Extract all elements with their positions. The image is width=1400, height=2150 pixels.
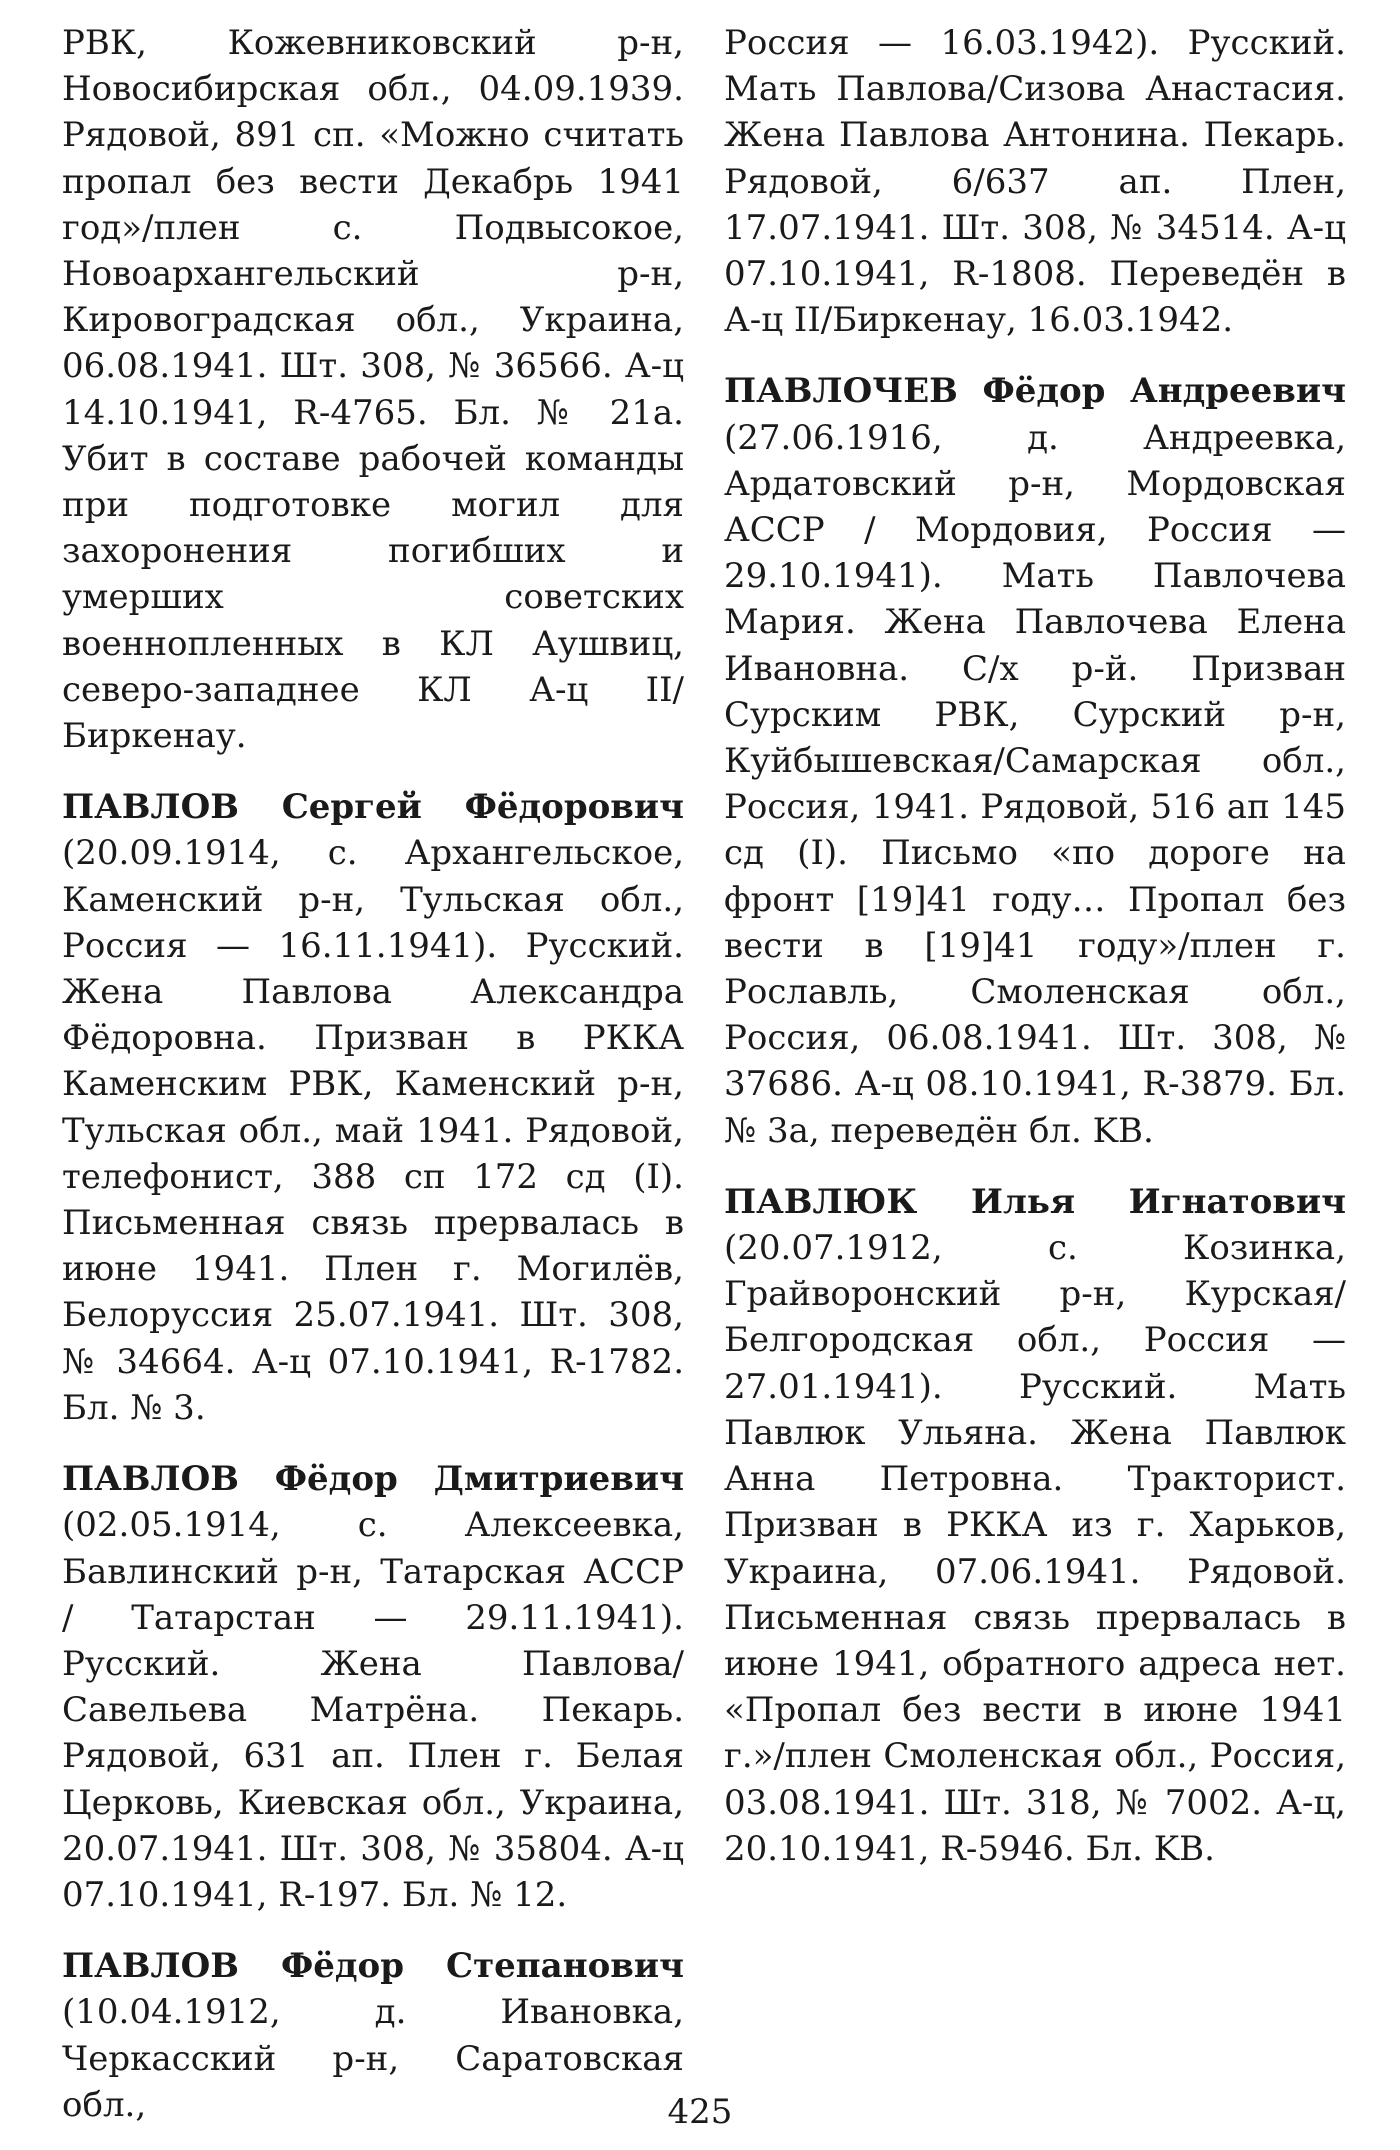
- entry-body: (02.05.1914, с. Алексеевка, Бавлинский р-н, Татарская АССР / Татарстан — 29.11.1941). Русский. Жена Павлова/Савельева Матрёна. Пекарь. Рядовой, 631 ап. Плен г. Белая Церковь, Киевская обл., Украина, 20.07.1941. Шт. 308, № 35804. А-ц 07.10.1941, R-197. Бл. № 12.: [62, 1505, 684, 1915]
- left-column: [62, 20, 684, 2128]
- entry-headword: ПАВЛЮК Илья Игнатович: [724, 1181, 1346, 1222]
- right-column: [724, 20, 1346, 1872]
- entry-body: (20.09.1914, с. Архангельское, Каменский р-н, Тульская обл., Россия — 16.11.1941). Русский. Жена Павлова Александра Фёдоровна. Призван в РККА Каменским РВК, Каменский р-н, Тульская обл., май 1941. Рядовой, телефонист, 388 сп 172 сд (I). Письменная связь прервалась в июне 1941. Плен г. Могилёв, Белоруссия 25.07.1941. Шт. 308, № 34664. А-ц 07.10.1941, R-1782. Бл. № 3.: [62, 833, 684, 1428]
- page-number: 425: [667, 2092, 733, 2132]
- entry-pavlov-fedor-dmitrievich: [62, 1456, 684, 1918]
- entry-pavlochev-fedor: [724, 368, 1346, 1153]
- entry-body: Россия — 16.03.1942). Русский. Мать Павлова/Сизова Анастасия. Жена Павлова Антонина. Пекарь. Рядовой, 6/637 ап. Плен, 17.07.1941. Шт. 308, № 34514. А-ц 07.10.1941, R-1808. Переведён в А-ц II/Биркенау, 16.03.1942.: [724, 23, 1346, 341]
- entry-body: (10.04.1912, д. Ивановка, Черкасский р-н, Саратовская обл.,: [62, 1992, 684, 2125]
- entry-body: РВК, Кожевниковский р-н, Новосибирская обл., 04.09.1939. Рядовой, 891 сп. «Можно считать пропал без вести Декабрь 1941 год»/плен с. Подвысокое, Новоархангельский р-н, Кировоградская обл., Украина, 06.08.1941. Шт. 308, № 36566. А-ц 14.10.1941, R-4765. Бл. № 21а. Убит в составе рабочей команды при подготовке могил для захоронения погибших и умерших советских военнопленных в КЛ Аушвиц, северо-западнее КЛ А-ц II/Биркенау.: [62, 23, 684, 757]
- entry-body: (20.07.1912, с. Козинка, Грайворонский р-н, Курская/Белгородская обл., Россия — 27.01.1941). Русский. Мать Павлюк Ульяна. Жена Павлюк Анна Петровна. Тракторист. Призван в РККА из г. Харьков, Украина, 07.06.1941. Рядовой. Письменная связь прервалась в июне 1941, обратного адреса нет. «Пропал без вести в июне 1941 г.»/плен Смоленская обл., Россия, 03.08.1941. Шт. 318, № 7002. А-ц, 20.10.1941, R-5946. Бл. KB.: [724, 1228, 1346, 1869]
- entry-body: (27.06.1916, д. Андреевка, Ардатовский р-н, Мордовская АССР / Мордовия, Россия — 29.10.1941). Мать Павлочева Мария. Жена Павлочева Елена Ивановна. С/х р-й. Призван Сурским РВК, Сурский р-н, Куйбышевская/Самарская обл., Россия, 1941. Рядовой, 516 ап 145 сд (I). Письмо «по дороге на фронт [19]41 году… Пропал без вести в [19]41 году»/плен г. Рославль, Смоленская обл., Россия, 06.08.1941. Шт. 308, № 37686. А-ц 08.10.1941, R-3879. Бл. № 3а, переведён бл. KB.: [724, 417, 1346, 1151]
- entry-headword: ПАВЛОВ Сергей Фёдорович: [62, 787, 684, 828]
- entry-continuation: [724, 20, 1346, 343]
- entry-headword: ПАВЛОЧЕВ Фёдор Андреевич: [724, 371, 1346, 412]
- entry-pavlyuk-ilya: [724, 1179, 1346, 1872]
- entry-headword: ПАВЛОВ Фёдор Дмитриевич: [62, 1459, 684, 1500]
- entry-continuation: [62, 20, 684, 759]
- entry-headword: ПАВЛОВ Фёдор Степанович: [62, 1946, 684, 1987]
- entry-pavlov-sergey: [62, 784, 684, 1431]
